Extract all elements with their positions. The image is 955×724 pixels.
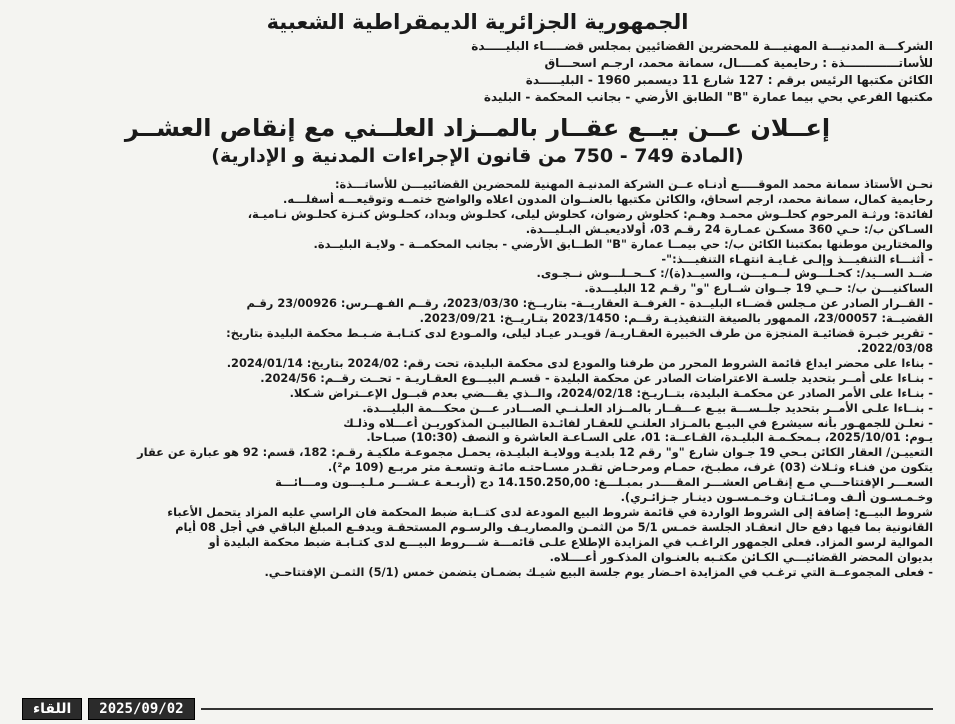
body-line: يتكون من فنـاء وثـلاث (03) غرف، مطبـخ، حمـام ومرحـاض تقـدر مسـاحتـه مائـة وتسعـة متر مربـع (109 م²). bbox=[327, 460, 933, 475]
company-name: الشركـــة المدنيـــة المهنيـــة للمحضرين القضائيين بمجلس قضـــــاء البليـــــدة bbox=[471, 39, 933, 53]
announcement-article: (المادة 749 - 750 من قانون الإجراءات المدنية و الإدارية) bbox=[211, 145, 744, 167]
newspaper-name: اللقاء bbox=[22, 698, 82, 720]
body-line: 2022/03/08. bbox=[856, 340, 933, 355]
publication-date: 2025/09/02 bbox=[88, 698, 194, 720]
body-line: نحـن الأستاذ سمانة محمد الموقـــــع أدنـاه عــن الشركة المدنيـة المهنية للمحضرين القضائييـــن للأساتـــذة: bbox=[334, 177, 933, 191]
body-line: ضــد الســيد/: كحـلـــوش لــمـيـــن، والسيــد(ة)/: كــحــلـــوش نــجـوى. bbox=[536, 266, 933, 281]
body-line: والمختارين موطنها بمكتبنا الكائن ب/: حي بيمــا عمارة "B" الطــابق الأرضي - بجانب المحكمــة - ولايـة البليــدة. bbox=[313, 236, 933, 251]
body-line: - فعلى المجموعــة التي ترغـب في المزايدة احـضار يوم جلسة البيع شيـك بضمـان يتضمن خمس (5/1) الثمـن الإفتتاحـي. bbox=[264, 564, 933, 579]
body-line: - بنـاءا على أمــر بتحديد جلسـة الاعتراضات الصادر عن محكمة البليدة - قسـم البيـــوع العقـاريـة - تحــت رقــم: 2024/56. bbox=[260, 370, 933, 385]
announcement-title: إعــلان عــن بيــع عقــار بالمــزاد العلــني مع إنقاص العشــر bbox=[124, 114, 831, 142]
body-line: السعـــر الإفتتاحـــي مـع إنقـاص العشـــر المقــــدر بمبـلـــغ: 14.150.250,00 دج (أربـعـة عـشـــر مـلـيـــون ومـــائـــة bbox=[275, 475, 933, 490]
body-line: بديوان المحضر القضائيـــي الكـائن مكتـبه بالعنـوان المذكـور أعــــلاه. bbox=[549, 549, 933, 564]
body-line: - تقرير خبـرة قضائيـة المنجزة من طرف الخبيرة العقـاريـة/ قويـدر عيـاد ليلى، والمـودع لدى كتـابـة ضـبـط محكمة البليدة بتاريخ: bbox=[226, 326, 933, 341]
branch-office-address: مكتبها الفرعي بحي بيما عمارة "B" الطابق الأرضي - بجانب المحكمة - البليدة bbox=[483, 90, 933, 104]
body-line: - بنــاءا علـى الأمــر بتحديد جلــســـة بيـع عـــقــار بالمــزاد العلـنــي الصـــادر عـــن محكـــمة البليـــدة. bbox=[362, 400, 933, 415]
partners-line: للأساتـــــــــــــذة : رحايمية كمــــال، سمانة محمد، ارجـم اسحـــاق bbox=[544, 56, 933, 70]
body-line: يـوم: 2025/10/01، بـمحكـمـة البليـدة، القـاعــة: 01، على السـاعـة العاشرة و النصف (10:30) صبـاحا. bbox=[366, 430, 933, 445]
footer-divider bbox=[201, 708, 933, 710]
body-line: لفائدة: ورثـة المرحوم كحلــوش محمـد وهـم: كحلوش رضوان، كحلوش ليلى، كحلـوش وبداد، كحلـوش كنـزة كحلـوش نـاميـة، bbox=[247, 206, 933, 221]
republic-title: الجمهورية الجزائرية الديمقراطية الشعبية bbox=[266, 10, 689, 34]
body-line: الساكنيـــن ب/: حــي 19 جــوان شــارع "و" رقـم 12 البليـــدة. bbox=[584, 281, 933, 296]
body-line: شروط البيــع: إضافة إلى الشروط الواردة في قائمة شروط البيع المودعة لدى كتــابة ضبط المحكمة فان الراسي عليه المزاد يتحمل الأعباء bbox=[167, 504, 933, 519]
body-line: السـاكن ب/: حـي 360 مسكـن عمـارة 24 رقـم 03، أولاديعيـش البـليـــدة. bbox=[525, 221, 933, 236]
body-line: وخـمـسـون ألـف ومـائـتـان وخـمـسـون دينـار جـزائـري). bbox=[620, 490, 933, 505]
body-line: - القــرار الصادر عن مـجلس قضــاء البليــدة - الغرفــة العقاريــة- بتاريــخ: 2023/03/30، رقــم الفـهــرس: 23/00926 رقـم bbox=[246, 296, 933, 311]
body-line: التعييـن/ العقار الكائن بـحي 19 جـوان شارع "و" رقم 12 بلديـة وولايـة البليـدة، يحمـل مجموعـة ملكيـة رقـم: 182، قسم: 92 هو عبارة عن عقار bbox=[137, 445, 933, 460]
body-line: - أثنـــاء التنفيـــذ وإلـى غـايـة انتهـاء التنفيـــذ:"- bbox=[661, 251, 933, 266]
main-office-address: الكائن مكتبها الرئيس برقم : 127 شارع 11 ديسمبر 1960 - البليـــــدة bbox=[525, 73, 933, 87]
body-line: - نعلـن للجمهـور بأنه سيشرع في البيـع بالمـزاد العلنـي للعقـار لفائـدة الطالبيـن المذكوريـن أعـــلاه وذلـك bbox=[343, 415, 933, 430]
body-line: رحايمية كمال، سمانة محمد، ارجم اسحاق، والكائن مكتبها بالعنــوان المدون اعلاه والواضح ختمــه وتوقيعـــه أسفلـــه. bbox=[283, 191, 933, 206]
body-line: القانونية بما فيها دفع حال انعقـاد الجلسة خمـس 5/1 من الثمـن والمصاريـف والرسـوم المستحقـة ويدفـع المبلغ الباقي في أجل 08 أيام bbox=[175, 519, 933, 534]
body-line: - بناءا على محضر ايداع قائمة الشروط المحرر من طرفنا والمودع لدى محكمة البليدة، تحت رقم: 2024/02 بتاريخ: 2024/01/14. bbox=[226, 355, 933, 370]
body-line: الموالية لرسو المزاد. فعلى الجمهور الراغـب في المزايدة الإطلاع علـى قائمـــة شـــروط البيـــع لدى كتـابـة ضبط محكمة البليدة أو bbox=[208, 534, 933, 549]
body-line: القضيــة: 23/00057، الممهور بالصيغة التنفيذيـة رقــم: 2023/1450 بتـاريــخ: 2023/09/21. bbox=[419, 311, 933, 326]
body-line: - بنـاءا على الأمر الصادر عن محكمـة البليدة، بتــاريـخ: 2024/02/18، والــذي يقـــضي بعدم قبــول الإعــتراض شـكلا. bbox=[289, 385, 933, 400]
notice-body bbox=[22, 177, 933, 579]
notice-footer bbox=[22, 698, 933, 720]
